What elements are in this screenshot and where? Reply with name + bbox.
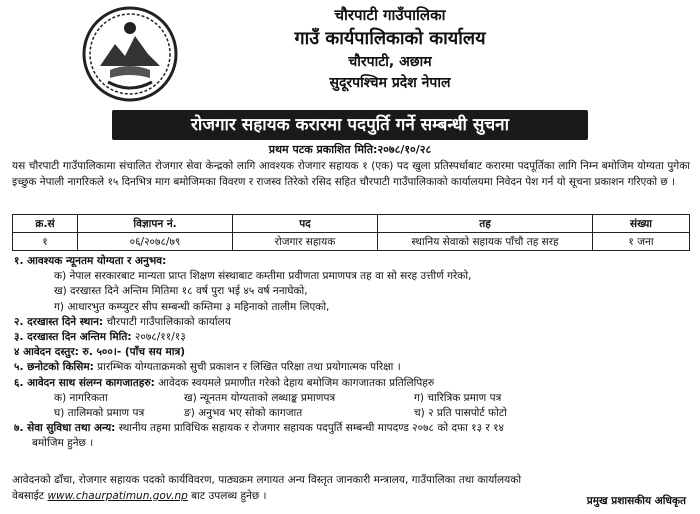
- table-row: [13, 233, 690, 251]
- province-name: सुदूरपश्चिम प्रदेश नेपाल: [329, 75, 451, 91]
- signature-title: प्रमुख प्रशासकीय अधिकृत: [586, 495, 686, 507]
- required-documents: [14, 376, 690, 391]
- municipality-name: चौरपाटी गाउँपालिका: [334, 6, 446, 24]
- qualification-item: ख) दरखास्त दिने अन्तिम मितिमा १८ वर्ष पुरा भई ४५ वर्ष ननाघेको,: [54, 285, 308, 298]
- col-level-header: तह: [378, 215, 593, 233]
- col-count-header: संख्या: [593, 215, 690, 233]
- cell-count: १ जना: [593, 233, 690, 251]
- document-item: ङ) अनुभव भए सोको कागजात: [184, 407, 303, 420]
- service-facilities-value: स्थानीय तहमा प्राविधिक सहायक र रोजगार सहायक पदपुर्ति सम्बन्धी मापदण्ड २०७८ को दफा १३ र १४: [115, 422, 504, 435]
- required-documents-value: आवेदक स्वयमले प्रमाणीत गरेको देहाय बमोजिम कागजातका प्रतिलिपिहरु: [154, 376, 435, 389]
- col-ad-number-header: विज्ञापन नं.: [78, 215, 233, 233]
- col-serial-header: क्र.सं: [13, 215, 78, 233]
- notice-title-banner: रोजगार सहायक करारमा पदपुर्ति गर्ने सम्बन्धी सुचना: [112, 110, 588, 140]
- qualification-heading: १. आवश्यक न्यूनतम योग्यता र अनुभव:: [14, 255, 167, 267]
- document-item: ग) चारित्रिक प्रमाण पत्र: [414, 391, 502, 404]
- service-facilities: [14, 421, 690, 436]
- footer-text-line: आवेदनको ढाँचा, रोजगार सहायक पदको कार्यविवरण, पाठ्यक्रम लगायत अन्य विस्तृत जानकारी मन्त्रालय, गाउँपालिका तथा कार्यालयको: [12, 474, 522, 486]
- application-place: [14, 315, 690, 330]
- service-facilities-tail: बमोजिम हुनेछ ।: [32, 437, 94, 450]
- documents-row: [14, 391, 690, 406]
- qualification-item: क) नेपाल सरकारबाट मान्यता प्राप्त शिक्षण संस्थाबाट कम्तीमा प्रवीणता प्रमाणपत्र तह वा सो सरह उत्तीर्ण गरेको,: [54, 270, 472, 283]
- office-name: गाउँ कार्यपालिकाको कार्यालय: [294, 28, 486, 49]
- nepal-emblem-icon: [80, 4, 180, 104]
- document-item: च) २ प्रति पासपोर्ट फोटो: [414, 407, 507, 420]
- selection-method-label: ५. छनोटको किसिम:: [14, 361, 94, 374]
- notice-header: [0, 0, 700, 108]
- document-item: क) नागरिकता: [54, 391, 108, 404]
- service-facilities-label: ७. सेवा सुविधा तथा अन्य:: [14, 422, 116, 435]
- website-link[interactable]: www.chaurpatimun.gov.np: [47, 490, 188, 502]
- selection-method-value: प्रारम्भिक योग्यताक्रमको सुची प्रकाशन र लिखित परिक्षा तथा प्रयोगात्मक परिक्षा ।: [93, 361, 401, 374]
- conditions-list: [14, 254, 690, 452]
- office-location: चौरपाटी, अछाम: [348, 54, 432, 70]
- table-header-row: [13, 215, 690, 233]
- deadline: [14, 330, 690, 345]
- footer-website-suffix: बाट उपलब्ध हुनेछ ।: [187, 490, 267, 502]
- application-place-label: २. दरखास्त दिने स्थान:: [14, 315, 104, 328]
- cell-post: रोजगार सहायक: [233, 233, 378, 251]
- footer-website-prefix: वेबसाईट: [12, 490, 48, 502]
- published-date: प्रथम पटक प्रकाशित मिति:२०७८/१०/२८: [268, 143, 432, 156]
- cell-ad-number: ०६/२०७८/७९: [78, 233, 233, 251]
- cell-level: स्थानिय सेवाको सहायक पाँचौ तह सरह: [378, 233, 593, 251]
- required-documents-label: ६. आवेदन साथ संलग्न कागजातहरु:: [14, 376, 155, 389]
- cell-serial: १: [13, 233, 78, 251]
- selection-method: [14, 360, 690, 375]
- application-fee: ४ आवेदन दस्तुर: रु. ५००।- (पाँच सय मात्र): [14, 346, 186, 359]
- col-post-header: पद: [233, 215, 378, 233]
- deadline-label: ३. दरखास्त दिन अन्तिम मिति:: [14, 331, 132, 344]
- document-item: ख) न्यूनतम योग्यताको लब्धाङ्क प्रमाणपत्र: [184, 391, 336, 404]
- vacancy-table: [12, 214, 690, 251]
- document-item: घ) तालिमको प्रमाण पत्र: [54, 407, 145, 420]
- deadline-value: २०७८/११/१३: [131, 331, 186, 344]
- qualification-item: ग) आधारभुत कम्प्युटर सीप सम्बन्धी कम्तिमा ३ महिनाको तालीम लिएको,: [54, 300, 330, 313]
- application-place-value: चौरपाटी गाउँपालिकाको कार्यालय: [103, 315, 231, 328]
- intro-paragraph: यस चौरपाटी गाउँपालिकामा संचालित रोजगार सेवा केन्द्रको लागि आवश्यक रोजगार सहायक १ (एक) पद खुला प्रतिस्पर्धाबाट करारमा पदपूर्तिका लागि निम्न बमोजिम योग्यता पुगेका इच्छुक नेपाली नागरिकले १५ दिनभित्र माग बमोजिमका विवरण र राजस्व तिरेको रसिद सहित चौरपाटी गाउँपालिकाको कार्यालयमा निवेदन पेश गर्न यो सूचना प्रकाशन गरिएको छ ।: [12, 160, 690, 188]
- documents-row: [14, 406, 690, 421]
